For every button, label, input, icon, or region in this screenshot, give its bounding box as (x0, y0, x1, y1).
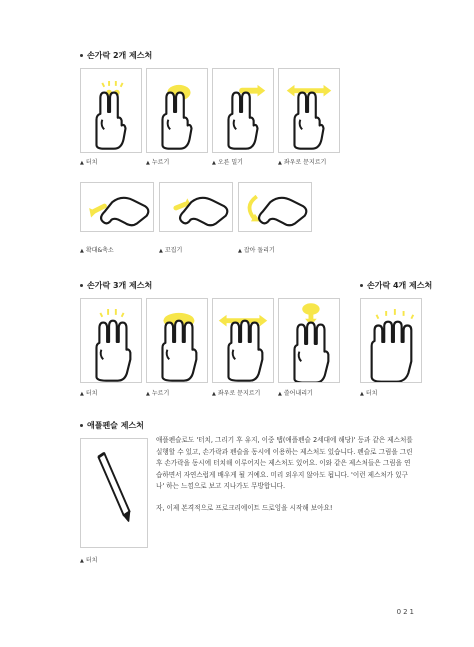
three-finger-hand-icon (81, 299, 141, 382)
three-finger-hand-icon (213, 299, 273, 382)
two-finger-hand-icon (147, 69, 207, 152)
gesture-tile-hold3 (146, 298, 208, 383)
caption: ▲ 터치 (80, 557, 98, 564)
caption: ▲ 누르기 (146, 159, 170, 166)
caption: ▲ 잡아 돌리기 (238, 247, 275, 254)
gesture-tile-pinch-small (159, 182, 233, 232)
two-finger-hand-icon (279, 69, 339, 152)
caption: ▲ 터치 (80, 390, 98, 397)
gesture-tile-tap3 (80, 298, 142, 383)
bullet-icon (80, 424, 83, 427)
bullet-icon (80, 54, 83, 57)
section-title-pencil: 애플펜슬 제스처 (80, 420, 144, 431)
bullet-icon (360, 284, 363, 287)
gesture-tile-swipe-right2 (212, 68, 274, 153)
gesture-tile-tap4 (360, 298, 422, 383)
caption: ▲ 확대&축소 (80, 247, 114, 254)
two-finger-hand-icon (213, 69, 273, 152)
page-number: 021 (396, 608, 416, 616)
caption: ▲ 꼬집기 (159, 247, 183, 254)
caption: ▲ 터치 (80, 159, 98, 166)
pencil-description (156, 435, 414, 515)
gesture-tile-rotate (238, 182, 312, 232)
description-paragraph: 자, 이제 본격적으로 프로크리에이트 드로잉을 시작해 보아요! (156, 503, 333, 512)
caption: ▲ 쓸어내리기 (278, 390, 313, 397)
caption: ▲ 좌우로 문지르기 (212, 390, 261, 397)
two-finger-hand-icon (81, 69, 141, 152)
gesture-tile-scrub2 (278, 68, 340, 153)
caption: ▲ 좌우로 문지르기 (278, 159, 327, 166)
section-title-two-finger: 손가락 2개 제스처 (80, 50, 152, 61)
three-finger-hand-icon (147, 299, 207, 382)
caption: ▲ 터치 (360, 390, 378, 397)
gesture-tile-hold2 (146, 68, 208, 153)
section-title-four-finger: 손가락 4개 제스처 (360, 280, 432, 291)
pinch-hand-icon (160, 183, 232, 231)
four-finger-hand-icon (361, 299, 421, 382)
pinch-hand-icon (81, 183, 153, 231)
gesture-tile-scrub3 (212, 298, 274, 383)
three-finger-hand-icon (279, 299, 339, 382)
gesture-tile-tap2 (80, 68, 142, 153)
gesture-tile-pencil (80, 438, 148, 548)
bullet-icon (80, 284, 83, 287)
section-title-three-finger: 손가락 3개 제스처 (80, 280, 152, 291)
caption: ▲ 누르기 (146, 390, 170, 397)
description-paragraph: 애플펜슬로도 '터치, 그리기 후 유지, 이중 탭(애플펜슬 2세대에 해당)' 등과 같은 제스처를 실행할 수 있고, 손가락과 펜슬을 동시에 이용하는 제스처도 있습니다. 펜슬로 그림을 그린 후 손가락을 동시에 터치해 이루어지는 제스처도 있어요. 이와 같은 제스처들은 그림을 연습하면서 자연스럽게 배우게 될 거예요. 미리 외우지 않아도 됩니다. '이런 제스처가 있구나' 하는 느낌으로 보고 지나가도 무방합니다. (156, 436, 413, 491)
pencil-icon (81, 439, 147, 547)
gesture-tile-pinch (80, 182, 154, 232)
gesture-tile-swipe-down3 (278, 298, 340, 383)
caption: ▲ 오른 밀기 (212, 159, 243, 166)
pinch-hand-icon (239, 183, 311, 231)
